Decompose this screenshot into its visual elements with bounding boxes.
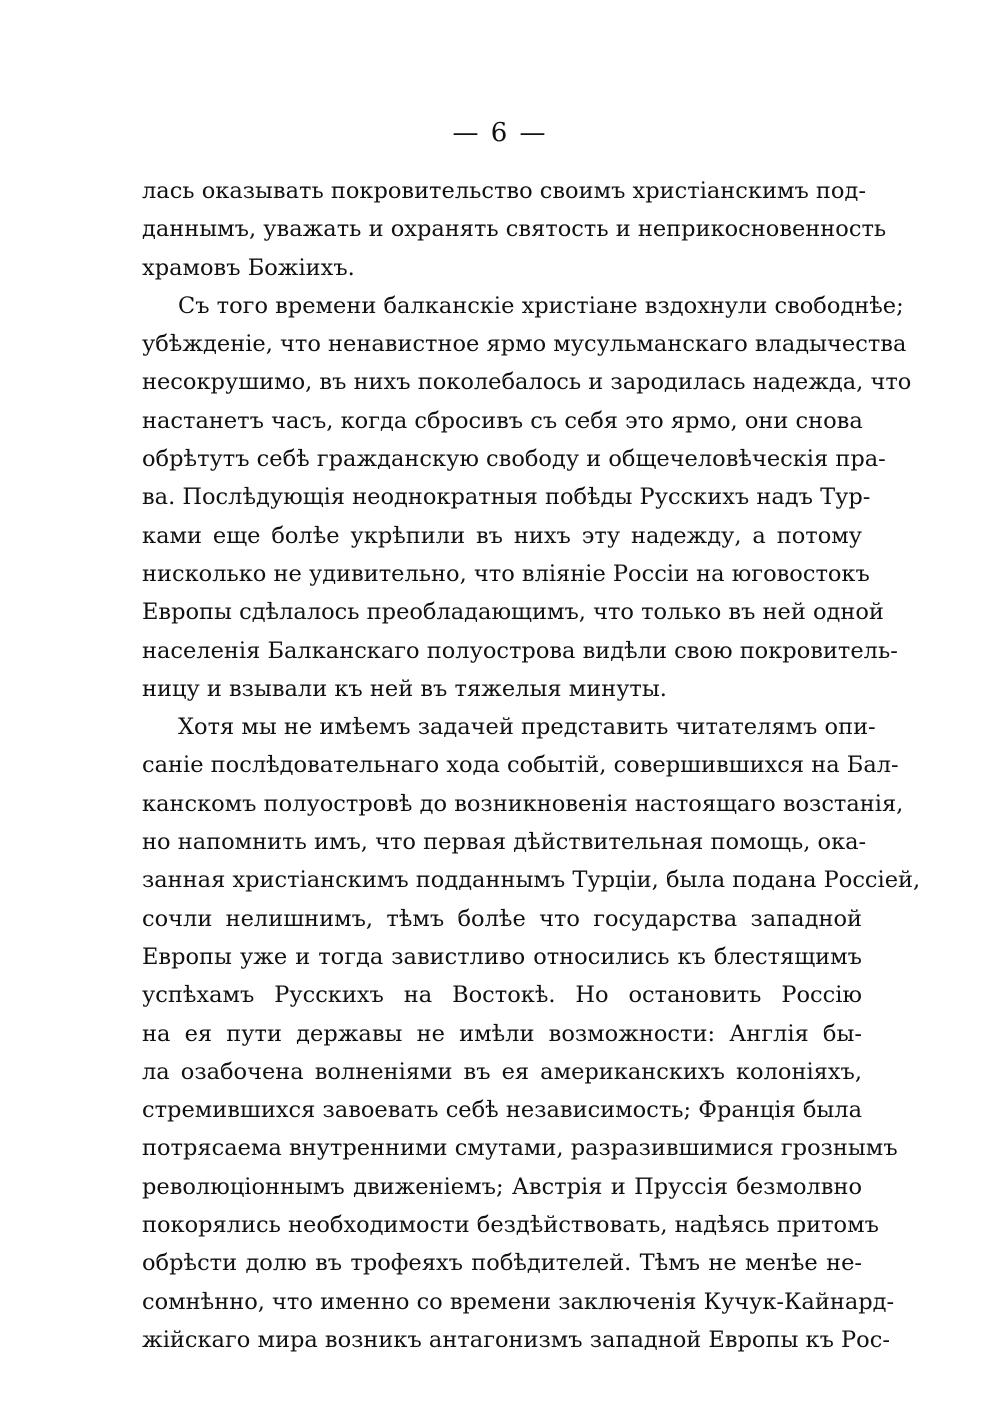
page-number: — 6 —	[452, 118, 548, 148]
text-line: сомнѣнно, что именно со времени заключенія Кучук-Кайнард-	[142, 1288, 895, 1315]
text-line: храмовъ Божіихъ.	[142, 254, 355, 281]
text-line: ва. Послѣдующія неоднократныя побѣды Русскихъ надъ Тур-	[142, 484, 871, 511]
text-line: обрѣтутъ себѣ гражданскую свободу и общечеловѣческія пра-	[142, 446, 886, 473]
text-line: покорялись необходимости бездѣйствовать, надѣясь притомъ	[142, 1212, 879, 1239]
text-line: потрясаема внутренними смутами, разразившимися грознымъ	[142, 1135, 898, 1162]
text-line: ла озабочена волненіями въ ея американскихъ колоніяхъ,	[142, 1058, 862, 1085]
text-line: Европы сдѣлалось преобладающимъ, что только въ ней одной	[142, 599, 884, 626]
text-line: саніе послѣдовательнаго хода событій, совершившихся на Бал-	[142, 752, 899, 779]
text-line: настанетъ часъ, когда сбросивъ съ себя это ярмо, они снова	[142, 407, 863, 434]
text-line: даннымъ, уважать и охранять святость и неприкосновенность	[142, 216, 887, 243]
text-line: Съ того времени балканскіе христіане вздохнули свободнѣе;	[178, 292, 904, 319]
text-line: занная христіанскимъ подданнымъ Турціи, была подана Россіей,	[142, 867, 921, 894]
text-line: Европы уже и тогда завистливо относились къ блестящимъ	[142, 943, 862, 970]
text-line: убѣжденіе, что ненавистное ярмо мусульманскаго владычества	[142, 331, 907, 358]
text-line: нисколько не удивительно, что вліяніе Россіи на юговостокъ	[142, 560, 870, 587]
text-line: Хотя мы не имѣемъ задачей представить читателямъ опи-	[178, 714, 876, 741]
text-line: населенія Балканскаго полуострова видѣли свою покровитель-	[142, 637, 898, 664]
text-line: ками еще болѣе укрѣпили въ нихъ эту надежду, а потому	[142, 522, 862, 549]
text-line: стремившихся завоевать себѣ независимость; Франція была	[142, 1097, 862, 1124]
body-text	[142, 172, 921, 1359]
text-line: лась оказывать покровительство своимъ христіанскимъ под-	[142, 178, 866, 204]
text-line: на ея пути державы не имѣли возможности: Англія бы-	[142, 1020, 862, 1047]
text-line: революціоннымъ движеніемъ; Австрія и Пруссія безмолвно	[142, 1173, 862, 1200]
text-line: ницу и взывали къ ней въ тяжелыя минуты.	[142, 675, 667, 702]
text-line: но напомнить имъ, что первая дѣйствительная помощь, ока-	[142, 829, 867, 856]
text-line: жійскаго мира возникъ антагонизмъ западной Европы къ Рос-	[142, 1326, 890, 1353]
text-line: канскомъ полуостровѣ до возникновенія настоящаго возстанія,	[142, 790, 904, 817]
text-line: несокрушимо, въ нихъ поколебалось и зародилась надежда, что	[142, 369, 912, 396]
text-line: обрѣсти долю въ трофеяхъ побѣдителей. Тѣмъ не менѣе не-	[142, 1250, 862, 1277]
text-line: сочли нелишнимъ, тѣмъ болѣе что государства западной	[142, 905, 862, 932]
text-line: успѣхамъ Русскихъ на Востокѣ. Но остановить Россію	[142, 982, 862, 1009]
